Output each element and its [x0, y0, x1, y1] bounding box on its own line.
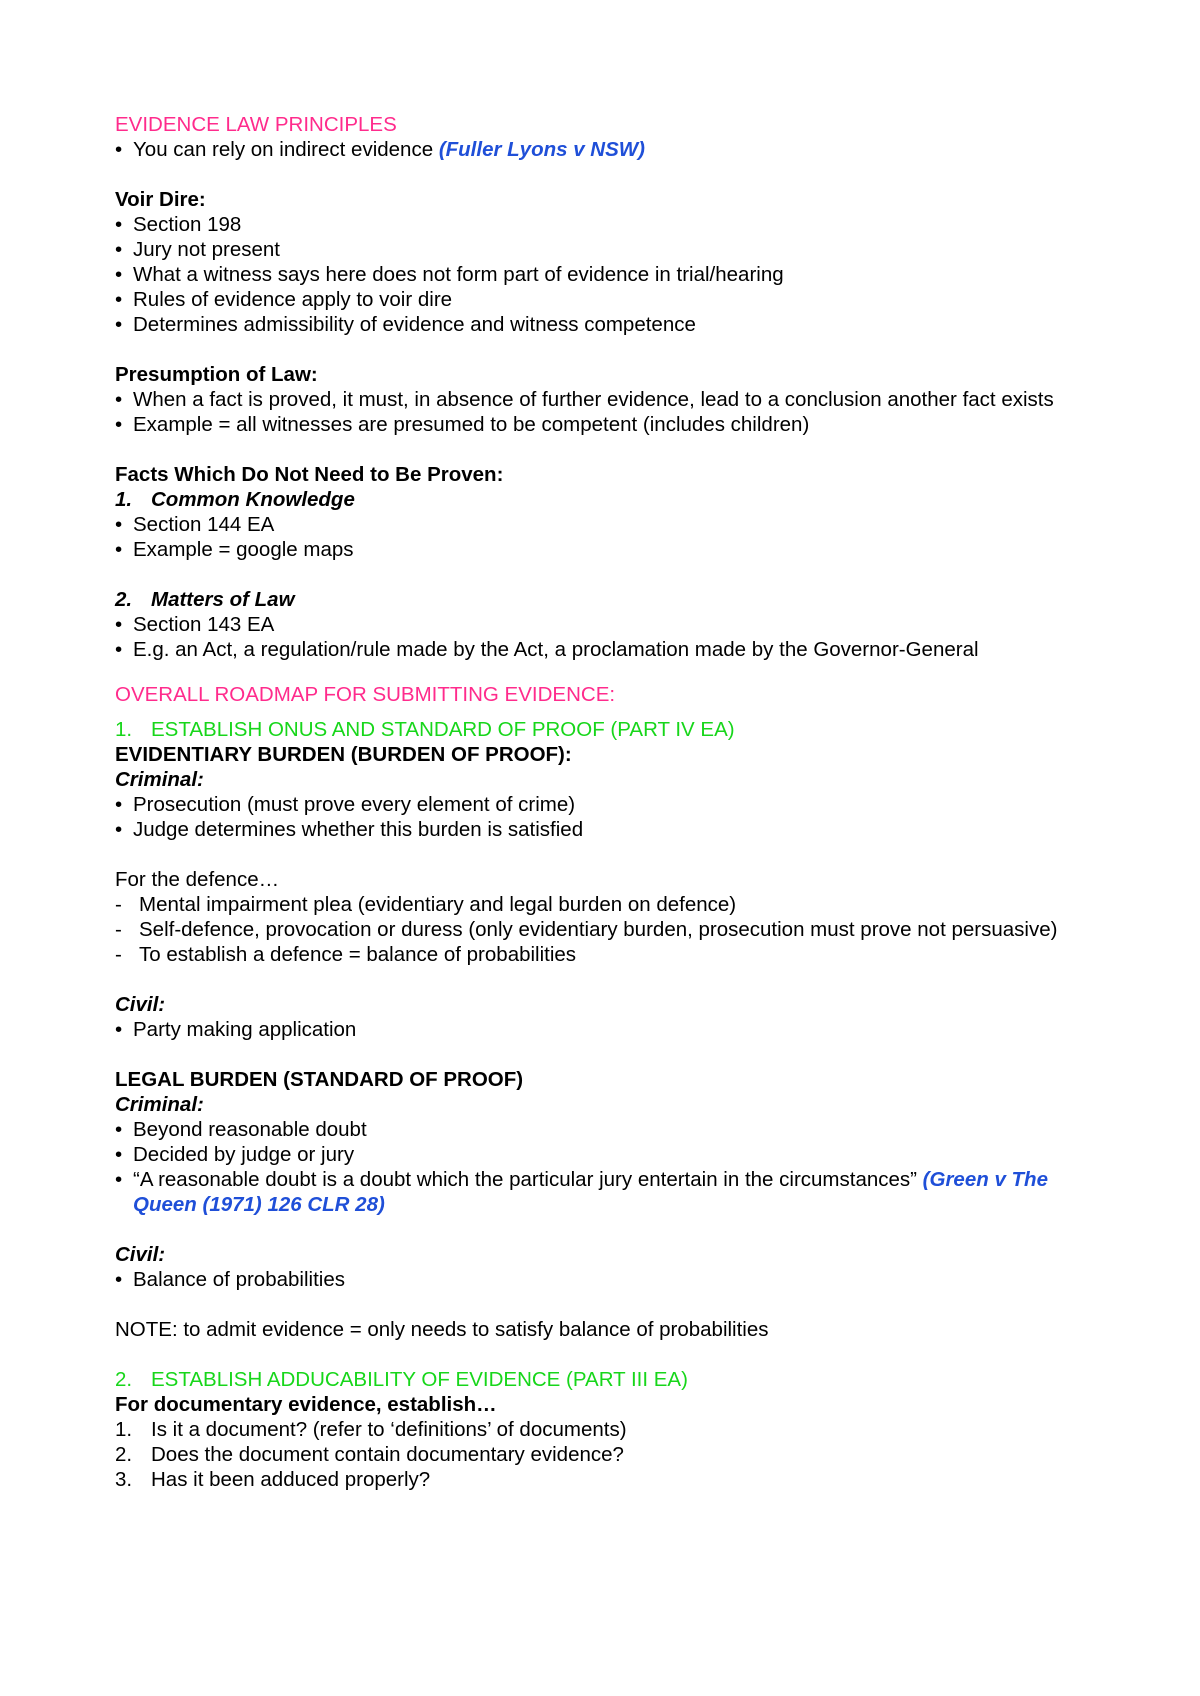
case-citation: (Green v The Queen (1971) 126 CLR 28): [133, 1168, 1048, 1216]
bullet-marker: •: [115, 213, 123, 236]
item-text: E.g. an Act, a regulation/rule made by the Act, a proclamation made by the Governor-General: [133, 638, 979, 661]
list-item: [115, 212, 1100, 237]
item-text: Jury not present: [133, 238, 280, 261]
spacer: [115, 1292, 1100, 1317]
bullet-marker: •: [115, 263, 123, 286]
item-text: Common Knowledge: [151, 488, 355, 511]
item-text: ESTABLISH ADDUCABILITY OF EVIDENCE (PART III EA): [151, 1368, 688, 1391]
list-item: [115, 412, 1100, 437]
note-text: NOTE: to admit evidence = only needs to satisfy balance of probabilities: [115, 1318, 769, 1341]
item-text: Beyond reasonable doubt: [133, 1118, 367, 1141]
dash-item: [115, 892, 1100, 917]
item-text: Mental impairment plea (evidentiary and legal burden on defence): [139, 893, 737, 916]
heading-facts: Facts Which Do Not Need to Be Proven:: [115, 463, 504, 486]
list-item: [115, 287, 1100, 312]
list-item: [115, 637, 1100, 662]
spacer: [115, 662, 1100, 672]
bullet-marker: •: [115, 138, 123, 161]
list-item: [115, 612, 1100, 637]
item-text: What a witness says here does not form part of evidence in trial/hearing: [133, 263, 784, 286]
heading-presumption: Presumption of Law:: [115, 363, 318, 386]
numbered-item: [115, 1442, 1100, 1467]
list-item: [115, 792, 1100, 817]
number-marker: 2.: [115, 1368, 133, 1391]
heading-evidentiary-burden: EVIDENTIARY BURDEN (BURDEN OF PROOF):: [115, 743, 572, 766]
spacer: [115, 162, 1100, 187]
quote-text: “A reasonable doubt is a doubt which the particular jury entertain in the circumstances”: [133, 1168, 923, 1191]
label-civil: Civil:: [115, 1243, 166, 1266]
spacer: [115, 1042, 1100, 1067]
bullet-marker: •: [115, 638, 123, 661]
item-text: Section 143 EA: [133, 613, 275, 636]
list-item: [115, 537, 1100, 562]
number-marker: 2.: [115, 1443, 133, 1466]
item-text: Matters of Law: [151, 588, 295, 611]
item-text: Example = google maps: [133, 538, 354, 561]
item-text: Has it been adduced properly?: [151, 1468, 431, 1491]
list-item: [115, 1117, 1100, 1142]
item-text: Example = all witnesses are presumed to be competent (includes children): [133, 413, 810, 436]
case-citation: (Fuller Lyons v NSW): [438, 138, 645, 161]
list-item: [115, 262, 1100, 287]
list-item: [115, 137, 1100, 162]
defence-intro: For the defence…: [115, 868, 280, 891]
item-text: Does the document contain documentary evidence?: [151, 1443, 624, 1466]
spacer: [115, 672, 1100, 682]
list-item: [115, 1017, 1100, 1042]
bullet-marker: •: [115, 818, 123, 841]
bullet-marker: •: [115, 793, 123, 816]
item-text: Section 198: [133, 213, 242, 236]
number-marker: 1.: [115, 1418, 133, 1441]
dash-marker: -: [115, 893, 122, 916]
dash-item: [115, 917, 1100, 942]
item-text: Self-defence, provocation or duress (only evidentiary burden, prosecution must prove not persuasive): [139, 918, 1058, 941]
item-text: Decided by judge or jury: [133, 1143, 355, 1166]
heading-voir-dire: Voir Dire:: [115, 188, 206, 211]
list-item: [115, 1167, 1100, 1217]
spacer: [115, 337, 1100, 362]
item-text: Determines admissibility of evidence and witness competence: [133, 313, 696, 336]
label-civil: Civil:: [115, 993, 166, 1016]
heading-documentary-evidence: For documentary evidence, establish…: [115, 1393, 497, 1416]
numbered-heading-matters-of-law: [115, 587, 1100, 612]
number-marker: 1.: [115, 488, 133, 511]
heading-legal-burden: LEGAL BURDEN (STANDARD OF PROOF): [115, 1068, 524, 1091]
bullet-marker: •: [115, 1143, 123, 1166]
dash-item: [115, 942, 1100, 967]
list-item: [115, 512, 1100, 537]
section-title-principles: EVIDENCE LAW PRINCIPLES: [115, 113, 397, 136]
dash-marker: -: [115, 943, 122, 966]
number-marker: 3.: [115, 1468, 133, 1491]
spacer: [115, 562, 1100, 587]
label-criminal: Criminal:: [115, 768, 204, 791]
section-title-roadmap: OVERALL ROADMAP FOR SUBMITTING EVIDENCE:: [115, 683, 616, 706]
item-text: Rules of evidence apply to voir dire: [133, 288, 453, 311]
bullet-marker: •: [115, 1118, 123, 1141]
item-text: Prosecution (must prove every element of crime): [133, 793, 576, 816]
item-text: When a fact is proved, it must, in absence of further evidence, lead to a conclusion another fact exists: [133, 388, 1054, 411]
spacer: [115, 437, 1100, 462]
bullet-marker: •: [115, 313, 123, 336]
spacer: [115, 842, 1100, 867]
item-text: Section 144 EA: [133, 513, 275, 536]
step-heading-adducability: [115, 1367, 1100, 1392]
bullet-marker: •: [115, 613, 123, 636]
list-item: [115, 1142, 1100, 1167]
item-text: To establish a defence = balance of probabilities: [139, 943, 577, 966]
spacer: [115, 1217, 1100, 1242]
number-marker: 2.: [115, 588, 133, 611]
item-text: You can rely on indirect evidence: [133, 138, 439, 161]
bullet-marker: •: [115, 538, 123, 561]
spacer: [115, 967, 1100, 992]
item-text: Is it a document? (refer to ‘definitions’ of documents): [151, 1418, 627, 1441]
list-item: [115, 237, 1100, 262]
bullet-marker: •: [115, 1268, 123, 1291]
spacer: [115, 707, 1100, 717]
list-item: [115, 817, 1100, 842]
numbered-item: [115, 1417, 1100, 1442]
item-text: Party making application: [133, 1018, 357, 1041]
numbered-item: [115, 1467, 1100, 1492]
bullet-marker: •: [115, 413, 123, 436]
list-item: [115, 387, 1100, 412]
list-item: [115, 312, 1100, 337]
label-criminal: Criminal:: [115, 1093, 204, 1116]
item-text: ESTABLISH ONUS AND STANDARD OF PROOF (PART IV EA): [151, 718, 735, 741]
item-text: Judge determines whether this burden is satisfied: [133, 818, 584, 841]
number-marker: 1.: [115, 718, 133, 741]
bullet-marker: •: [115, 513, 123, 536]
list-item: [115, 1267, 1100, 1292]
bullet-marker: •: [115, 1168, 123, 1191]
bullet-marker: •: [115, 238, 123, 261]
step-heading-onus: [115, 717, 1100, 742]
spacer: [115, 1342, 1100, 1367]
bullet-marker: •: [115, 388, 123, 411]
item-text: Balance of probabilities: [133, 1268, 345, 1291]
bullet-marker: •: [115, 288, 123, 311]
numbered-heading-common-knowledge: [115, 487, 1100, 512]
dash-marker: -: [115, 918, 122, 941]
bullet-marker: •: [115, 1018, 123, 1041]
